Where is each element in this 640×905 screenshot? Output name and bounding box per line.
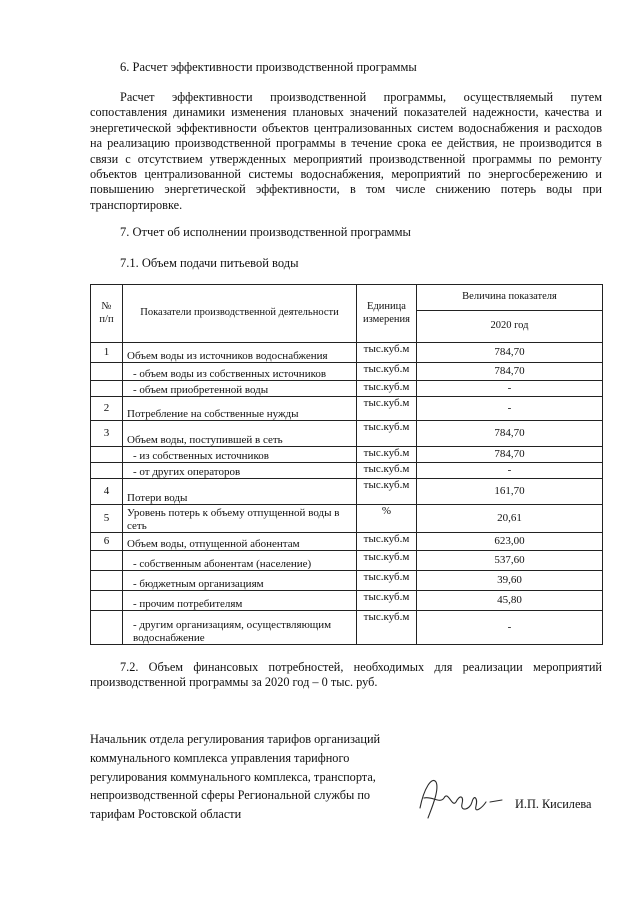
table-row xyxy=(91,363,603,381)
row-number xyxy=(91,363,123,381)
row-unit: тыс.куб.м xyxy=(357,591,417,611)
table-row xyxy=(91,551,603,571)
row-unit: тыс.куб.м xyxy=(357,551,417,571)
row-number: 3 xyxy=(91,421,123,447)
section-7-heading: 7. Отчет об исполнении производственной программы xyxy=(120,225,411,239)
row-value: 39,60 xyxy=(417,571,603,591)
row-indicator: - бюджетным организациям xyxy=(123,571,357,591)
section-6-heading: 6. Расчет эффективности производственной программы xyxy=(120,60,417,74)
row-value: 784,70 xyxy=(417,447,603,463)
row-indicator: Объем воды из источников водоснабжения xyxy=(123,343,357,363)
row-indicator: Уровень потерь к объему отпущенной воды в сеть xyxy=(123,505,357,533)
row-number xyxy=(91,447,123,463)
table-row xyxy=(91,381,603,397)
signatory-title: Начальник отдела регулирования тарифов организаций коммунального комплекса управления тарифного регулирования коммунального комплекса, транспорта, непроизводственной сферы Региональной службы по тарифам Ростовской области xyxy=(90,732,381,822)
row-number xyxy=(91,591,123,611)
row-value: - xyxy=(417,381,603,397)
header-indicator: Показатели производственной деятельности xyxy=(123,285,357,343)
row-indicator: - другим организациям, осуществляющим водоснабжение xyxy=(123,611,357,645)
table-row xyxy=(91,571,603,591)
row-indicator: - от других операторов xyxy=(123,463,357,479)
row-value: 537,60 xyxy=(417,551,603,571)
row-number xyxy=(91,381,123,397)
row-unit: тыс.куб.м xyxy=(357,479,417,505)
row-value: 20,61 xyxy=(417,505,603,533)
row-indicator: Объем воды, отпущенной абонентам xyxy=(123,533,357,551)
row-number: 6 xyxy=(91,533,123,551)
table-row xyxy=(91,479,603,505)
table-row xyxy=(91,505,603,533)
row-number: 5 xyxy=(91,505,123,533)
row-number: 4 xyxy=(91,479,123,505)
table-row xyxy=(91,611,603,645)
handwritten-signature xyxy=(410,768,510,828)
row-value: - xyxy=(417,463,603,479)
row-indicator: - из собственных источников xyxy=(123,447,357,463)
row-value: 161,70 xyxy=(417,479,603,505)
table-row xyxy=(91,463,603,479)
row-value: 623,00 xyxy=(417,533,603,551)
water-supply-table xyxy=(90,284,603,645)
row-number: 1 xyxy=(91,343,123,363)
row-unit: тыс.куб.м xyxy=(357,421,417,447)
table-row xyxy=(91,591,603,611)
section-7-1-heading: 7.1. Объем подачи питьевой воды xyxy=(120,256,299,270)
header-num: № п/п xyxy=(91,285,123,343)
header-value-group: Величина показателя xyxy=(417,285,603,311)
header-year: 2020 год xyxy=(417,311,603,343)
row-number xyxy=(91,551,123,571)
row-value: 784,70 xyxy=(417,421,603,447)
row-number: 2 xyxy=(91,397,123,421)
table-row xyxy=(91,397,603,421)
row-unit: тыс.куб.м xyxy=(357,343,417,363)
row-indicator: Потребление на собственные нужды xyxy=(123,397,357,421)
row-unit: тыс.куб.м xyxy=(357,447,417,463)
table-row xyxy=(91,447,603,463)
row-indicator: - объем приобретенной воды xyxy=(123,381,357,397)
row-value: 784,70 xyxy=(417,343,603,363)
row-indicator: - прочим потребителям xyxy=(123,591,357,611)
row-number xyxy=(91,611,123,645)
table-row xyxy=(91,343,603,363)
row-indicator: Потери воды xyxy=(123,479,357,505)
row-unit: тыс.куб.м xyxy=(357,381,417,397)
signatory-name: И.П. Кисилева xyxy=(515,797,592,811)
row-unit: тыс.куб.м xyxy=(357,611,417,645)
header-unit: Единица измерения xyxy=(357,285,417,343)
row-value: - xyxy=(417,397,603,421)
row-unit: % xyxy=(357,505,417,533)
row-value: 45,80 xyxy=(417,591,603,611)
section-6-paragraph: Расчет эффективности производственной программы, осуществляемый путем сопоставления динамики изменения плановых значений показателей надежности, качества и энергетической эффективности объектов централизованных систем водоснабжения и расходов на реализацию производственной программы в течение срока ее действия, не производится в связи с отсутствием утвержденных мероприятий производственной программы по ремонту объектов централизованной системы водоснабжения, мероприятий по энергосбережению и повышению энергетической эффективности, в том числе снижению потерь воды при транспортировке. xyxy=(90,90,602,212)
table-row xyxy=(91,421,603,447)
row-unit: тыс.куб.м xyxy=(357,363,417,381)
row-number xyxy=(91,463,123,479)
row-value: - xyxy=(417,611,603,645)
row-indicator: - объем воды из собственных источников xyxy=(123,363,357,381)
table-row xyxy=(91,533,603,551)
row-value: 784,70 xyxy=(417,363,603,381)
row-unit: тыс.куб.м xyxy=(357,463,417,479)
row-unit: тыс.куб.м xyxy=(357,397,417,421)
row-unit: тыс.куб.м xyxy=(357,571,417,591)
row-indicator: Объем воды, поступившей в сеть xyxy=(123,421,357,447)
section-7-2-paragraph: 7.2. Объем финансовых потребностей, необходимых для реализации мероприятий производственной программы за 2020 год – 0 тыс. руб. xyxy=(90,660,602,690)
row-unit: тыс.куб.м xyxy=(357,533,417,551)
row-number xyxy=(91,571,123,591)
row-indicator: - собственным абонентам (население) xyxy=(123,551,357,571)
